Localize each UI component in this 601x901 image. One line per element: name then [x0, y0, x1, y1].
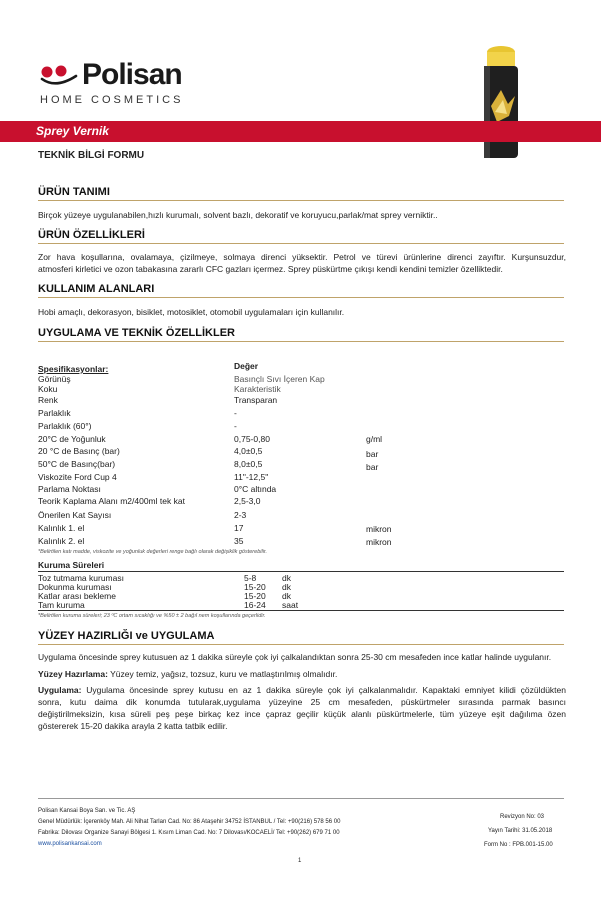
- brand-logo: [38, 58, 188, 108]
- urun-tanimi-text: Birçok yüzeye uygulanabilen,hızlı kurumalı, solvent bazlı, dekoratif ve koruyucu,parlak/mat sprey verniktir..: [38, 210, 438, 220]
- urun-ozellikleri-line1: Zor hava koşullarına, ovalamaya, çizilmeye, solmaya direnci yüksektir. Petrol ve türevi ürünlerine direnci zayıftır. Kurşunsuzdur,: [38, 252, 566, 262]
- spec-value: 35: [234, 536, 244, 546]
- spec-label: 20°C de Yoğunluk: [38, 434, 106, 444]
- spec-label: Teorik Kaplama Alanı m2/400ml tek kat: [38, 496, 185, 506]
- drying-unit: dk: [282, 582, 291, 592]
- form-title: TEKNİK BİLGİ FORMU: [38, 150, 145, 161]
- spec-label: 50°C de Basınç(bar): [38, 459, 116, 469]
- spec-unit: g/ml: [366, 434, 383, 444]
- section-rule: [38, 297, 564, 298]
- spec-label: Kalınlık 1. el: [38, 523, 85, 533]
- spray-can-icon: [475, 42, 527, 162]
- title-banner: [0, 121, 601, 142]
- spec-label: Parlaklık (60°): [38, 421, 92, 431]
- drying-value: 15-20: [244, 582, 266, 592]
- product-title: Sprey Vernik: [36, 124, 109, 138]
- surface-intro: Uygulama öncesinde sprey kutusuen az 1 dakika süreyle çok iyi çalkalandıktan sonra 25-30 cm mesafeden ince katlar halinde uygulanır.: [38, 652, 552, 662]
- drying-unit: dk: [282, 591, 291, 601]
- spec-header-value: Değer: [234, 361, 259, 371]
- surface-app-text: Uygulama öncesinde sprey kutusu en az 1 dakika süreyle çok iyi çalkalanmalıdır. Kapaktaki emniyet kilidi çözüldükten: [81, 685, 566, 695]
- brand-subtitle: HOME COSMETICS: [40, 94, 184, 106]
- spec-label: Önerilen Kat Sayısı: [38, 510, 112, 520]
- spec-value: Transparan: [234, 395, 278, 405]
- surface-prep: [38, 668, 337, 680]
- polisan-swirl-icon: [38, 62, 82, 88]
- drying-label: Dokunma kuruması: [38, 582, 112, 592]
- surface-app-line3: değiştirilmeksizin, kısa süreli peş peşe birkaç kez ince çapraz geçilir küçük alanlı püskürtmelerle, tüm yüzeye eşit dağılıma özen: [38, 709, 566, 719]
- drying-unit: dk: [282, 573, 291, 583]
- spec-label: Kalınlık 2. el: [38, 536, 85, 546]
- surface-app-line2: sonra, kutu daima dik konumda tutularak,uygulama yüzeyine 25 cm mesafeden, püskürtmeler sırasında parmak basıncı: [38, 697, 566, 707]
- spec-value: 2-3: [234, 510, 247, 520]
- spec-label: Koku: [38, 384, 58, 394]
- drying-unit: saat: [282, 600, 299, 610]
- section-title-uygulama: UYGULAMA VE TEKNİK ÖZELLİKLER: [38, 327, 235, 339]
- drying-bottom-rule: [38, 610, 564, 611]
- spec-value: Basınçlı Sıvı İçeren Kap: [234, 374, 325, 384]
- footer-company: Polisan Kansai Boya San. ve Tic. AŞ: [38, 808, 136, 814]
- spec-label: Renk: [38, 395, 58, 405]
- surface-prep-text: Yüzey temiz, yağsız, tozsuz, kuru ve matlaştırılmış olmalıdır.: [107, 669, 338, 679]
- spec-header-label: Spesifikasyonlar:: [38, 364, 109, 374]
- spec-note: *Belirtilen katı madde, viskozite ve yoğunluk değerleri renge bağlı olarak değişiklik gösterebilir.: [38, 549, 268, 555]
- drying-value: 16-24: [244, 600, 266, 610]
- footer-revision: Revizyon No: 03: [500, 814, 545, 820]
- drying-label: Tam kuruma: [38, 600, 85, 610]
- spec-value: Karakteristik: [234, 384, 281, 394]
- product-image: [475, 42, 527, 162]
- brand-name: Polisan: [82, 58, 182, 91]
- footer-date: Yayın Tarihi: 31.05.2018: [488, 828, 553, 834]
- section-rule: [38, 644, 564, 645]
- section-rule: [38, 341, 564, 342]
- spec-label: 20 °C de Basınç (bar): [38, 446, 120, 456]
- footer-address2: Fabrika: Dilovası Organize Sanayi Bölgesi 1. Kısım Liman Cad. No: 7 Dilovası/KOCAELİ/ Tel: +90(262) 679 71 00: [38, 830, 340, 836]
- spec-value: -: [234, 408, 237, 418]
- spec-value: 8,0±0,5: [234, 459, 263, 469]
- urun-ozellikleri-line2: atmosferi kirletici ve ozon tabakasına zararlı CFC gazları içermez. Sprey püskürtme çıkışı kendi kendini temizler özelliktedir.: [38, 264, 503, 274]
- spec-label: Görünüş: [38, 374, 71, 384]
- spec-unit: bar: [366, 462, 379, 472]
- section-title-urun-tanimi: ÜRÜN TANIMI: [38, 186, 110, 198]
- spec-unit: bar: [366, 449, 379, 459]
- drying-note: *Belirtilen kuruma süreleri; 23 ºC ortam sıcaklığı ve %50 ± 2 bağıl nem koşullarında geçerlidir.: [38, 613, 266, 619]
- surface-prep-label: Yüzey Hazırlama:: [38, 669, 108, 679]
- spec-label: Parlaklık: [38, 408, 71, 418]
- drying-label: Katlar arası bekleme: [38, 591, 116, 601]
- footer-website[interactable]: www.polisankansai.com: [38, 841, 102, 847]
- spec-label: Parlama Noktası: [38, 484, 101, 494]
- drying-value: 5-8: [244, 573, 257, 583]
- section-rule: [38, 243, 564, 244]
- section-rule: [38, 200, 564, 201]
- footer-address1: Genel Müdürlük: İçerenköy Mah. Ali Nihat Tarlan Cad. No: 86 Ataşehir 34752 İSTANBUL / Tel: +90(216) 578 56 00: [38, 819, 341, 825]
- footer-rule: [38, 798, 564, 799]
- page-number: 1: [298, 858, 302, 864]
- drying-label: Toz tutmama kuruması: [38, 573, 124, 583]
- footer-form-no: Form No : FPB.001-15.00: [484, 842, 553, 848]
- spec-value: 2,5-3,0: [234, 496, 261, 506]
- spec-value: -: [234, 421, 237, 431]
- drying-rule: [38, 571, 564, 572]
- section-title-urun-ozellikleri: ÜRÜN ÖZELLİKLERİ: [38, 229, 145, 241]
- drying-value: 15-20: [244, 591, 266, 601]
- spec-value: 0,75-0,80: [234, 434, 270, 444]
- spec-label: Viskozite Ford Cup 4: [38, 472, 117, 482]
- spec-unit: mikron: [366, 537, 392, 547]
- spec-value: 4,0±0,5: [234, 446, 263, 456]
- spec-value: 11"-12,5": [234, 472, 269, 482]
- drying-title: Kuruma Süreleri: [38, 560, 105, 570]
- spec-value: 0°C altında: [234, 484, 277, 494]
- section-title-yuzey: YÜZEY HAZIRLIĞI ve UYGULAMA: [38, 630, 215, 642]
- spec-value: 17: [234, 523, 244, 533]
- surface-app-label: Uygulama:: [38, 685, 82, 695]
- kullanim-text: Hobi amaçlı, dekorasyon, bisiklet, motosiklet, otomobil uygulamaları için kullanılır.: [38, 307, 345, 317]
- surface-app-line4: göstererek 15-20 dakika arayla 2 katta tatbik edilir.: [38, 721, 228, 731]
- section-title-kullanim: KULLANIM ALANLARI: [38, 283, 155, 295]
- surface-app-line1: [38, 684, 566, 696]
- spec-unit: mikron: [366, 524, 392, 534]
